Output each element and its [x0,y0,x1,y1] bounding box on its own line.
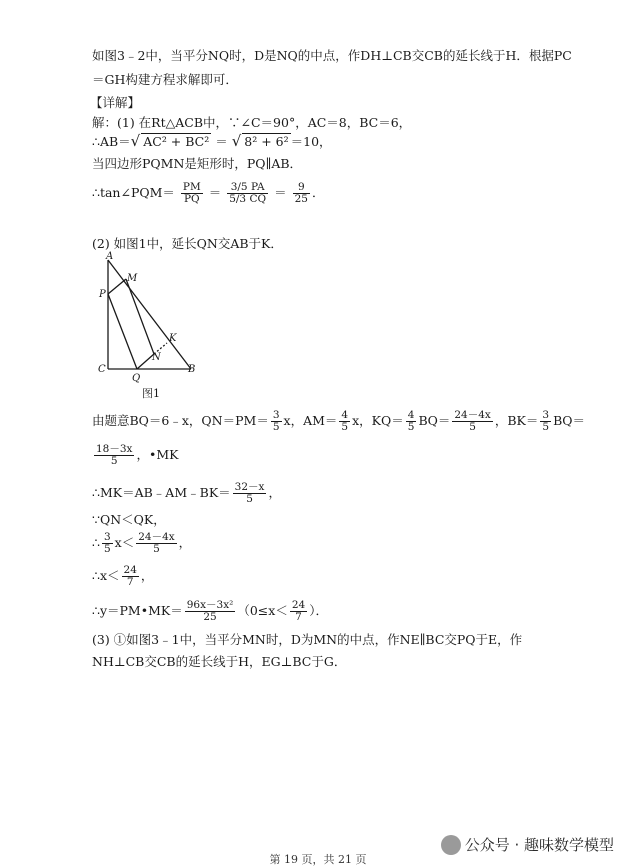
ab-eq: ＝ [211,134,232,149]
tan-res-den: 25 [294,193,308,205]
given-bq-eq: BQ＝ [418,413,451,428]
segment-mn [126,279,154,354]
x-lt-frac [122,565,139,588]
label-q: Q [132,373,141,384]
tan-res-num: 9 [293,182,310,194]
mk-lhs: ∴MK＝AB﹣AM﹣BK＝ [92,485,231,500]
ab-lhs: ∴AB＝ [92,134,131,149]
given-frac-3 [406,410,417,433]
label-k: K [169,333,177,344]
ineq-mid: x＜ [114,535,135,550]
mk-den: 5 [246,493,253,505]
intro-line-2: ＝GH构建方程求解即可． [92,72,238,87]
solution-3-line-1: (3) ①如图3﹣1中，当平分MN时，D为MN的中点，作NE∥BC交PQ于E，作 [92,632,523,647]
given-f5-den: 5 [542,421,550,433]
tan-f1-den: PQ [183,193,200,205]
given-line-1 [92,410,585,433]
given2-num: 18－3x [96,443,133,455]
given-f1-den: 5 [272,421,280,433]
y-function-line [92,600,328,623]
y-range: （0≤x＜ [237,603,288,618]
given-f3-den: 5 [407,421,415,433]
tan-f2-den: 5/3 CQ [229,193,267,205]
tan-f2-num: 3/5 PA [227,182,268,194]
mk-tail: ， [268,485,281,500]
x-lt: ∴x＜ [92,568,120,583]
inequality-line: ∴ $\frac{3}{5}$ x＜ $\frac{24-4x}{5}$ ， [92,531,192,555]
y-den: 25 [203,611,217,623]
label-n: N [152,352,161,363]
ab-sqrt-2: 8² + 6² [244,134,289,149]
solution-1-tan: ∴tan∠PQM＝ $\frac{PM}{PQ}$ ＝ $\frac{3/5 PA}{5/3 CQ}$ ＝ $\frac{9}{25}$ ． [92,181,325,205]
ineq-rhs-num: 24－4x [138,531,175,543]
ineq-lhs-num: 3 [103,531,111,543]
given-f4-num: 24－4x [454,409,491,421]
given-frac-4 [452,410,492,433]
y-lhs: ∴y＝PM•MK＝ [92,603,183,618]
given2-frac [94,444,134,467]
mk-frac [233,482,267,505]
x-bound-line [92,565,153,588]
y-range-tail: ）． [309,603,328,618]
x-lt-den: 7 [126,576,134,588]
tan-result-fraction [293,182,310,205]
solution-1-given: 解：(1) 在Rt△ACB中，∵∠C＝90°，AC＝8，BC＝6， [92,115,412,130]
figure-caption: 图1 [142,387,160,400]
given-f2-num: 4 [341,409,349,421]
x-lt-tail: ， [140,568,154,583]
page-footer: 第 19 页，共 21 页 [269,853,367,866]
given2-den: 5 [110,455,118,467]
y-range-frac [290,600,307,623]
ab-sqrt-1: AC² + BC² [143,134,210,149]
solution-1-rectangle: 当四边形PQMN是矩形时，PQ∥AB． [92,156,303,171]
tan-eq-2: ＝ [274,185,287,200]
sqrt-icon: √ [231,132,242,150]
segment-ab [108,260,191,369]
sqrt-icon: √ [130,132,141,150]
segment-pq [108,294,137,369]
y-frac [185,600,236,623]
ineq-tail: ， [178,535,192,550]
solution-1-ab [92,133,332,150]
mk-line [92,482,281,505]
tan-f1-num: PM [182,181,201,193]
given-f3-num: 4 [407,409,415,421]
solution-3-line-2: NH⊥CB交CB的延长线于H，EG⊥BC于G． [92,654,347,669]
label-c: C [98,364,106,375]
mk-num: 32－x [234,481,265,493]
solution-2-intro: (2) 如图1中，延长QN交AB于K． [92,236,283,251]
given-line-2 [92,444,178,467]
given-bq-end: BQ＝ [553,413,585,428]
ineq-lhs-den: 5 [103,543,111,555]
tan-fraction-1 [181,182,203,205]
given2-tail: ，•MK [136,447,179,462]
given-f4-den: 5 [469,421,476,433]
figure-1 [96,250,206,400]
given-am: x，AM＝ [283,413,338,428]
ineq-rhs-den: 5 [153,543,160,555]
given-frac-5 [540,410,551,433]
given-f2-den: 5 [341,421,349,433]
given-f5-num: 3 [542,409,550,421]
label-m: M [127,273,138,284]
tan-fraction-2 [227,182,268,205]
given-frac-2 [339,410,350,433]
ineq-lhs-frac [102,532,113,555]
ab-result: ＝10， [290,134,332,149]
watermark-text: 公众号 · 趣味数学模型 [464,836,614,854]
given-kq: x，KQ＝ [352,413,404,428]
tan-lhs: ∴tan∠PQM＝ [92,185,175,200]
given-prefix: 由题意BQ＝6﹣x，QN＝PM＝ [92,413,269,428]
label-b: B [188,364,196,375]
detail-heading: 【详解】 [90,95,141,110]
segment-pm [108,279,126,294]
y-num: 96x－3x² [186,599,234,611]
y-range-den: 7 [295,611,302,623]
given-f1-num: 3 [272,409,280,421]
qn-lt-qk: ∵QN＜QK， [92,512,166,527]
tan-eq: ＝ [208,185,222,200]
given-frac-1 [271,410,282,433]
intro-line-1: 如图3﹣2中，当平分NQ时，D是NQ的中点，作DH⊥CB交CB的延长线于H．根据PC [92,48,572,63]
label-a: A [106,251,114,262]
y-range-num: 24 [291,599,306,611]
label-p: P [99,289,106,300]
given-bk: ，BK＝ [494,413,539,428]
x-lt-num: 24 [123,564,137,576]
ineq-rhs-frac [136,532,176,555]
